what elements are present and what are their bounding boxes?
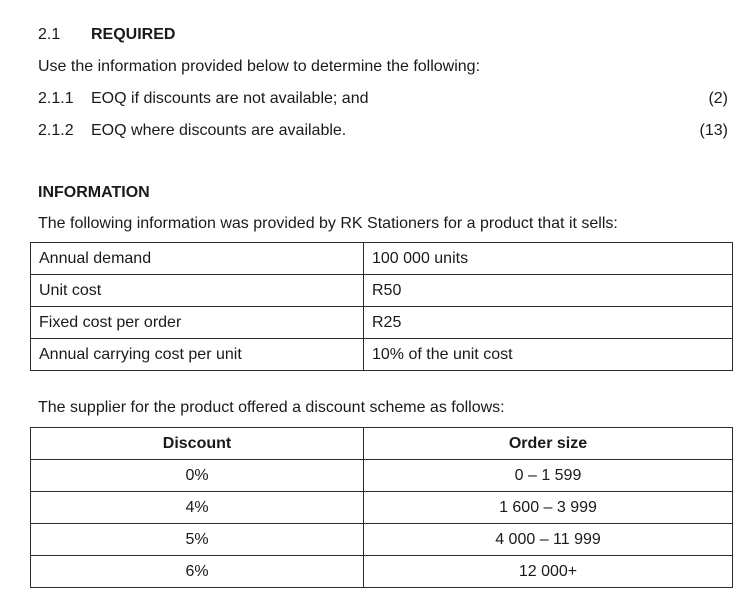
table-row	[31, 460, 733, 492]
table-row	[31, 339, 733, 371]
question-number: 2.1.2	[38, 122, 74, 139]
info-label: Unit cost	[31, 275, 364, 307]
section-number: 2.1	[38, 26, 61, 43]
question-text: EOQ where discounts are available.	[91, 122, 347, 139]
question-marks: (2)	[708, 90, 728, 107]
info-label: Annual carrying cost per unit	[31, 339, 364, 371]
order-size-value: 0 – 1 599	[364, 460, 733, 492]
info-value: R25	[364, 307, 733, 339]
discount-intro: The supplier for the product offered a discount scheme as follows:	[38, 399, 505, 416]
info-value: 100 000 units	[364, 243, 733, 275]
table-row	[31, 492, 733, 524]
info-value: 10% of the unit cost	[364, 339, 733, 371]
table-row	[31, 275, 733, 307]
order-size-value: 12 000+	[364, 556, 733, 588]
instruction-text: Use the information provided below to determine the following:	[38, 58, 481, 75]
table-row	[31, 556, 733, 588]
discount-header: Discount	[31, 428, 364, 460]
order-size-value: 4 000 – 11 999	[364, 524, 733, 556]
section-heading: REQUIRED	[91, 26, 176, 43]
info-label: Fixed cost per order	[31, 307, 364, 339]
order-size-value: 1 600 – 3 999	[364, 492, 733, 524]
info-value: R50	[364, 275, 733, 307]
discount-value: 4%	[31, 492, 364, 524]
table-row	[31, 524, 733, 556]
discount-value: 0%	[31, 460, 364, 492]
table-header-row	[31, 428, 733, 460]
discount-value: 5%	[31, 524, 364, 556]
information-intro: The following information was provided by RK Stationers for a product that it sells:	[38, 215, 618, 232]
discount-value: 6%	[31, 556, 364, 588]
information-table	[30, 242, 733, 371]
information-heading: INFORMATION	[38, 184, 150, 201]
question-marks: (13)	[699, 122, 728, 139]
question-number: 2.1.1	[38, 90, 74, 107]
order-size-header: Order size	[364, 428, 733, 460]
table-row	[31, 307, 733, 339]
table-row	[31, 243, 733, 275]
discount-table	[30, 427, 733, 588]
question-text: EOQ if discounts are not available; and	[91, 90, 369, 107]
info-label: Annual demand	[31, 243, 364, 275]
